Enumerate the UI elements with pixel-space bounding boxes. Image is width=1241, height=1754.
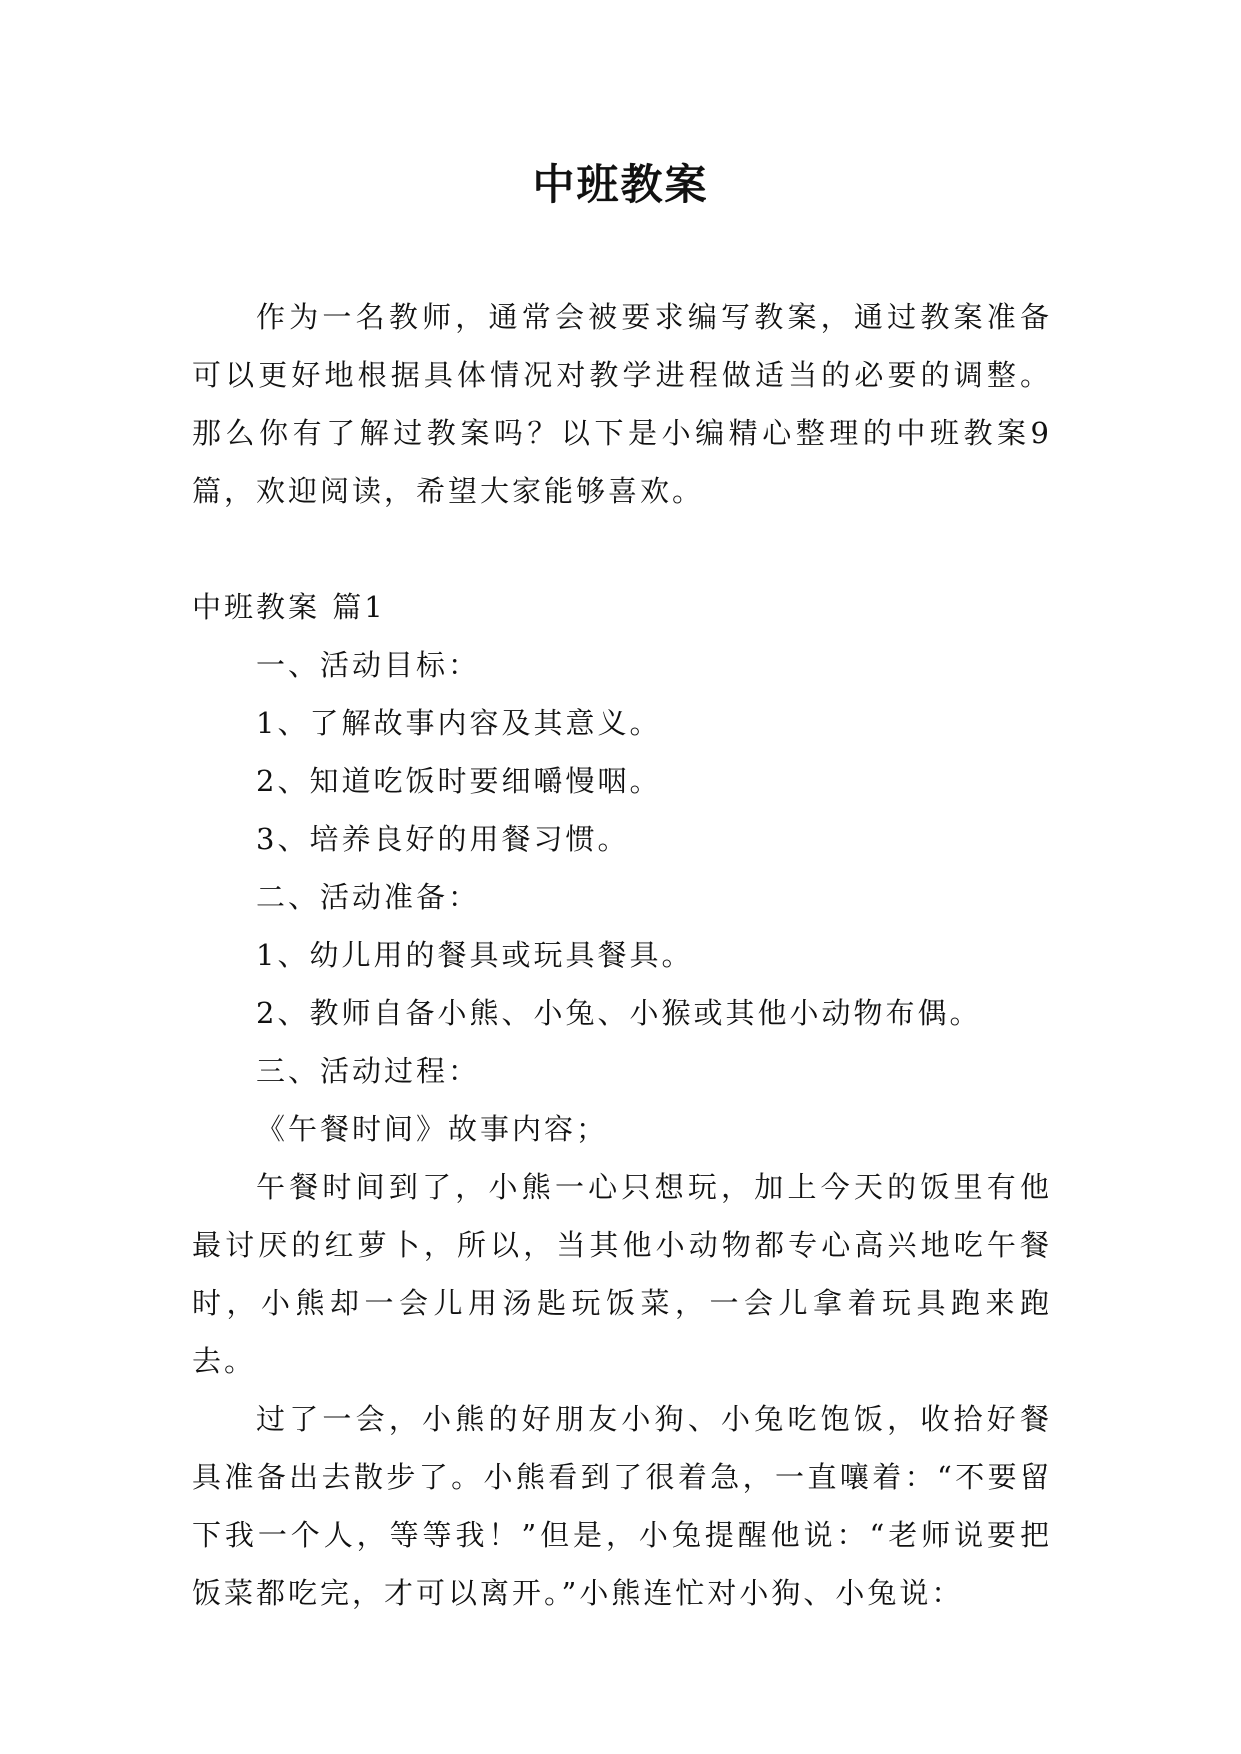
paragraph-spacer	[192, 520, 1052, 578]
document-body	[192, 288, 1052, 1622]
objective-item-3: 3、培养良好的用餐习惯。	[256, 822, 630, 856]
story-paragraph-1: 午餐时间到了，小熊一心只想玩，加上今天的饭里有他最讨厌的红萝卜，所以，当其他小动物都专心高兴地吃午餐时，小熊却一会儿用汤匙玩饭菜，一会儿拿着玩具跑来跑去。	[192, 1170, 1052, 1378]
section-heading: 中班教案 篇1	[192, 590, 386, 624]
objective-item-2: 2、知道吃饭时要细嚼慢咽。	[256, 764, 662, 798]
preparation-heading: 二、活动准备：	[256, 880, 481, 914]
preparation-item-1: 1、幼儿用的餐具或玩具餐具。	[256, 938, 694, 972]
preparation-item-2: 2、教师自备小熊、小兔、小猴或其他小动物布偶。	[256, 996, 982, 1030]
intro-paragraph: 作为一名教师，通常会被要求编写教案，通过教案准备可以更好地根据具体情况对教学进程做适当的必要的调整。那么你有了解过教案吗？以下是小编精心整理的中班教案9篇，欢迎阅读，希望大家能够喜欢。	[192, 300, 1052, 508]
process-heading: 三、活动过程：	[256, 1054, 481, 1088]
story-title-line: 《午餐时间》故事内容；	[256, 1112, 609, 1146]
objective-item-1: 1、了解故事内容及其意义。	[256, 706, 662, 740]
objective-heading: 一、活动目标：	[256, 648, 481, 682]
document-title: 中班教案	[532, 160, 709, 209]
story-paragraph-2: 过了一会，小熊的好朋友小狗、小兔吃饱饭，收拾好餐具准备出去散步了。小熊看到了很着急，一直嚷着：“不要留下我一个人，等等我！”但是，小兔提醒他说：“老师说要把饭菜都吃完，才可以离开。”小熊连忙对小狗、小兔说：	[192, 1402, 1052, 1610]
